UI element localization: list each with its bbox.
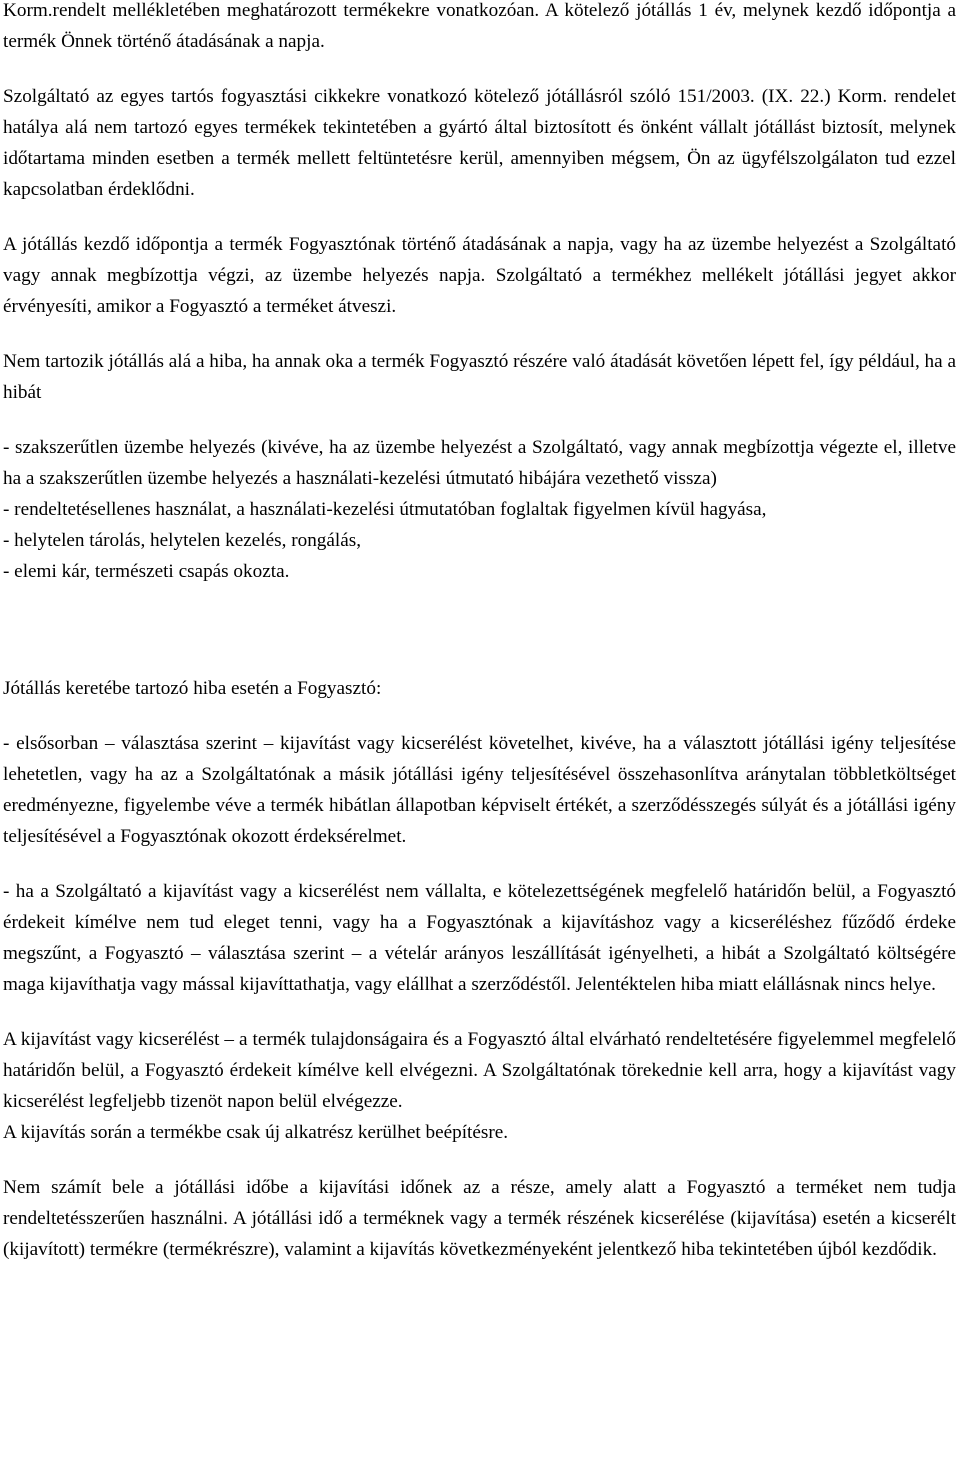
paragraph-price-reduction: - ha a Szolgáltató a kijavítást vagy a kicserélést nem vállalta, e kötelezettségének megfelelő határidőn belül, a Fogyasztó érdekeit kímélve nem tud eleget tenni, vagy ha a Fogyasztónak a kijavításhoz vagy a kicseréléshez fűződő érdeke megszűnt, a Fogyasztó – választása szerint – a vételár arányos leszállítását igényelheti, a hibát a Szolgáltató költségére maga kijavíthatja vagy mással kijavíttathatja, vagy elállhat a szerződéstől. Jelentéktelen hiba miatt elállásnak nincs helye. [3, 881, 956, 995]
list-item-natural-disaster: - elemi kár, természeti csapás okozta. [3, 561, 290, 582]
list-item-improper-installation: - szakszerűtlen üzembe helyezés (kivéve, ha az üzembe helyezést a Szolgáltató, vagy annak megbízottja végezte el, illetve ha a szakszerűtlen üzembe helyezés a használati-kezelési útmutató hibájára vezethető vissza) [3, 437, 956, 489]
paragraph-exclusions-intro: Nem tartozik jótállás alá a hiba, ha annak oka a termék Fogyasztó részére való átadását követően lépett fel, így például, ha a hibát [3, 351, 956, 403]
paragraph-repair-deadline: A kijavítást vagy kicserélést – a termék tulajdonságaira és a Fogyasztó által elvárható rendeltetésére figyelemmel megfelelő határidőn belül, a Fogyasztó érdekeit kímélve kell elvégezni. A Szolgáltatónak törekednie kell arra, hogy a kijavítást vagy kicserélést legfeljebb tizenöt napon belül elvégezze. [3, 1029, 956, 1112]
list-item-improper-use: - rendeltetésellenes használat, a használati-kezelési útmutatóban foglaltak figyelmen kívül hagyása, [3, 499, 767, 520]
paragraph-new-parts: A kijavítás során a termékbe csak új alkatrész kerülhet beépítésre. [3, 1122, 509, 1143]
list-item-improper-storage: - helytelen tárolás, helytelen kezelés, rongálás, [3, 530, 362, 551]
paragraph-mandatory-warranty: Korm.rendelt mellékletében meghatározott termékekre vonatkozóan. A kötelező jótállás 1 év, melynek kezdő időpontja a termék Önnek történő átadásának a napja. [3, 0, 956, 52]
paragraph-repair-or-replace: - elsősorban – választása szerint – kijavítást vagy kicserélést követelhet, kivéve, ha a választott jótállási igény teljesítése lehetetlen, vagy ha az a Szolgáltatónak a másik jótállási igény teljesítésével összehasonlítva aránytalan többletköltséget eredményezne, figyelembe véve a termék hibátlan állapotban képviselt értékét, a szerződésszegés súlyát és a jótállási igény teljesítésével a Fogyasztónak okozott érdeksérelmet. [3, 733, 956, 847]
section-heading-consumer-rights: Jótállás keretébe tartozó hiba esetén a Fogyasztó: [3, 678, 382, 699]
paragraph-warranty-start: A jótállás kezdő időpontja a termék Fogyasztónak történő átadásának a napja, vagy ha az üzembe helyezést a Szolgáltató vagy annak megbízottja végzi, az üzembe helyezés napja. Szolgáltató a termékhez mellékelt jótállási jegyet akkor érvényesíti, amikor a Fogyasztó a terméket átveszi. [3, 234, 956, 317]
paragraph-voluntary-warranty: Szolgáltató az egyes tartós fogyasztási cikkekre vonatkozó kötelező jótállásról szóló 151/2003. (IX. 22.) Korm. rendelet hatálya alá nem tartozó egyes termékek tekintetében a gyártó által biztosított és önként vállalt jótállást biztosít, melynek időtartama minden esetben a termék mellett feltüntetésre kerül, amennyiben mégsem, Ön az ügyfélszolgálaton tud ezzel kapcsolatban érdeklődni. [3, 86, 956, 200]
paragraph-warranty-extension: Nem számít bele a jótállási időbe a kijavítási időnek az a része, amely alatt a Fogyasztó a terméket nem tudja rendeltetésszerűen használni. A jótállási idő a terméknek vagy a termék részének kicserélése (kijavítása) esetén a kicserélt (kijavított) termékre (termékrészre), valamint a kijavítás következményeként jelentkező hiba tekintetében újból kezdődik. [3, 1177, 956, 1260]
